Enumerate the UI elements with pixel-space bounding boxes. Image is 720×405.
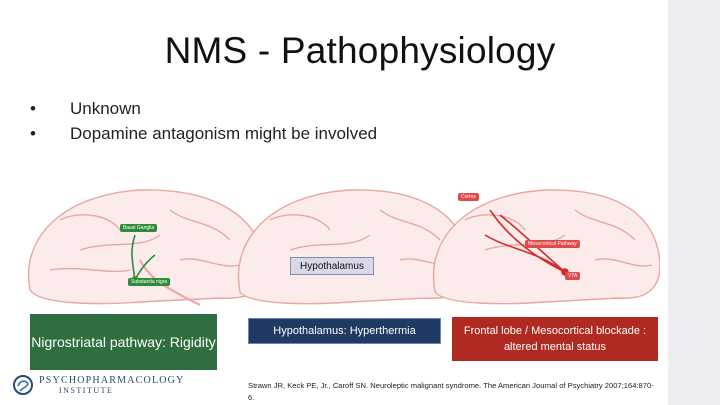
bullet-item: • Unknown	[30, 99, 141, 118]
logo-line2: INSTITUTE	[59, 385, 114, 395]
citation-text: Strawn JR, Keck PE, Jr., Caroff SN. Neuroleptic malignant syndrome. The American Journal of Psychiatry 2007;164:870-6.	[248, 381, 654, 402]
frontal-lobe-box: Frontal lobe / Mesocortical blockade : altered mental status	[452, 317, 658, 361]
logo-icon	[12, 374, 34, 396]
institute-logo	[12, 374, 185, 396]
bullet-list	[30, 96, 377, 146]
logo-line1: PSYCHOPHARMACOLOGY	[39, 374, 185, 386]
hypothalamus-label: Hypothalamus	[290, 257, 374, 275]
nigrostriatal-box: Nigrostriatal pathway: Rigidity	[30, 314, 217, 370]
left-brain	[28, 190, 265, 305]
vta-tag: VTA	[565, 272, 580, 280]
bullet-item: • Dopamine antagonism might be involved	[30, 124, 378, 143]
substantia-nigra-tag: Substantia nigra	[128, 278, 170, 286]
basal-ganglia-tag: Basal Ganglia	[120, 224, 157, 232]
slide-title: NMS - Pathophysiology	[164, 30, 556, 71]
cortex-tag: Cortex	[458, 193, 479, 201]
hypothalamus-box: Hypothalamus: Hyperthermia	[248, 318, 441, 344]
mesocortical-tag: Mesocortical Pathway	[525, 240, 580, 248]
